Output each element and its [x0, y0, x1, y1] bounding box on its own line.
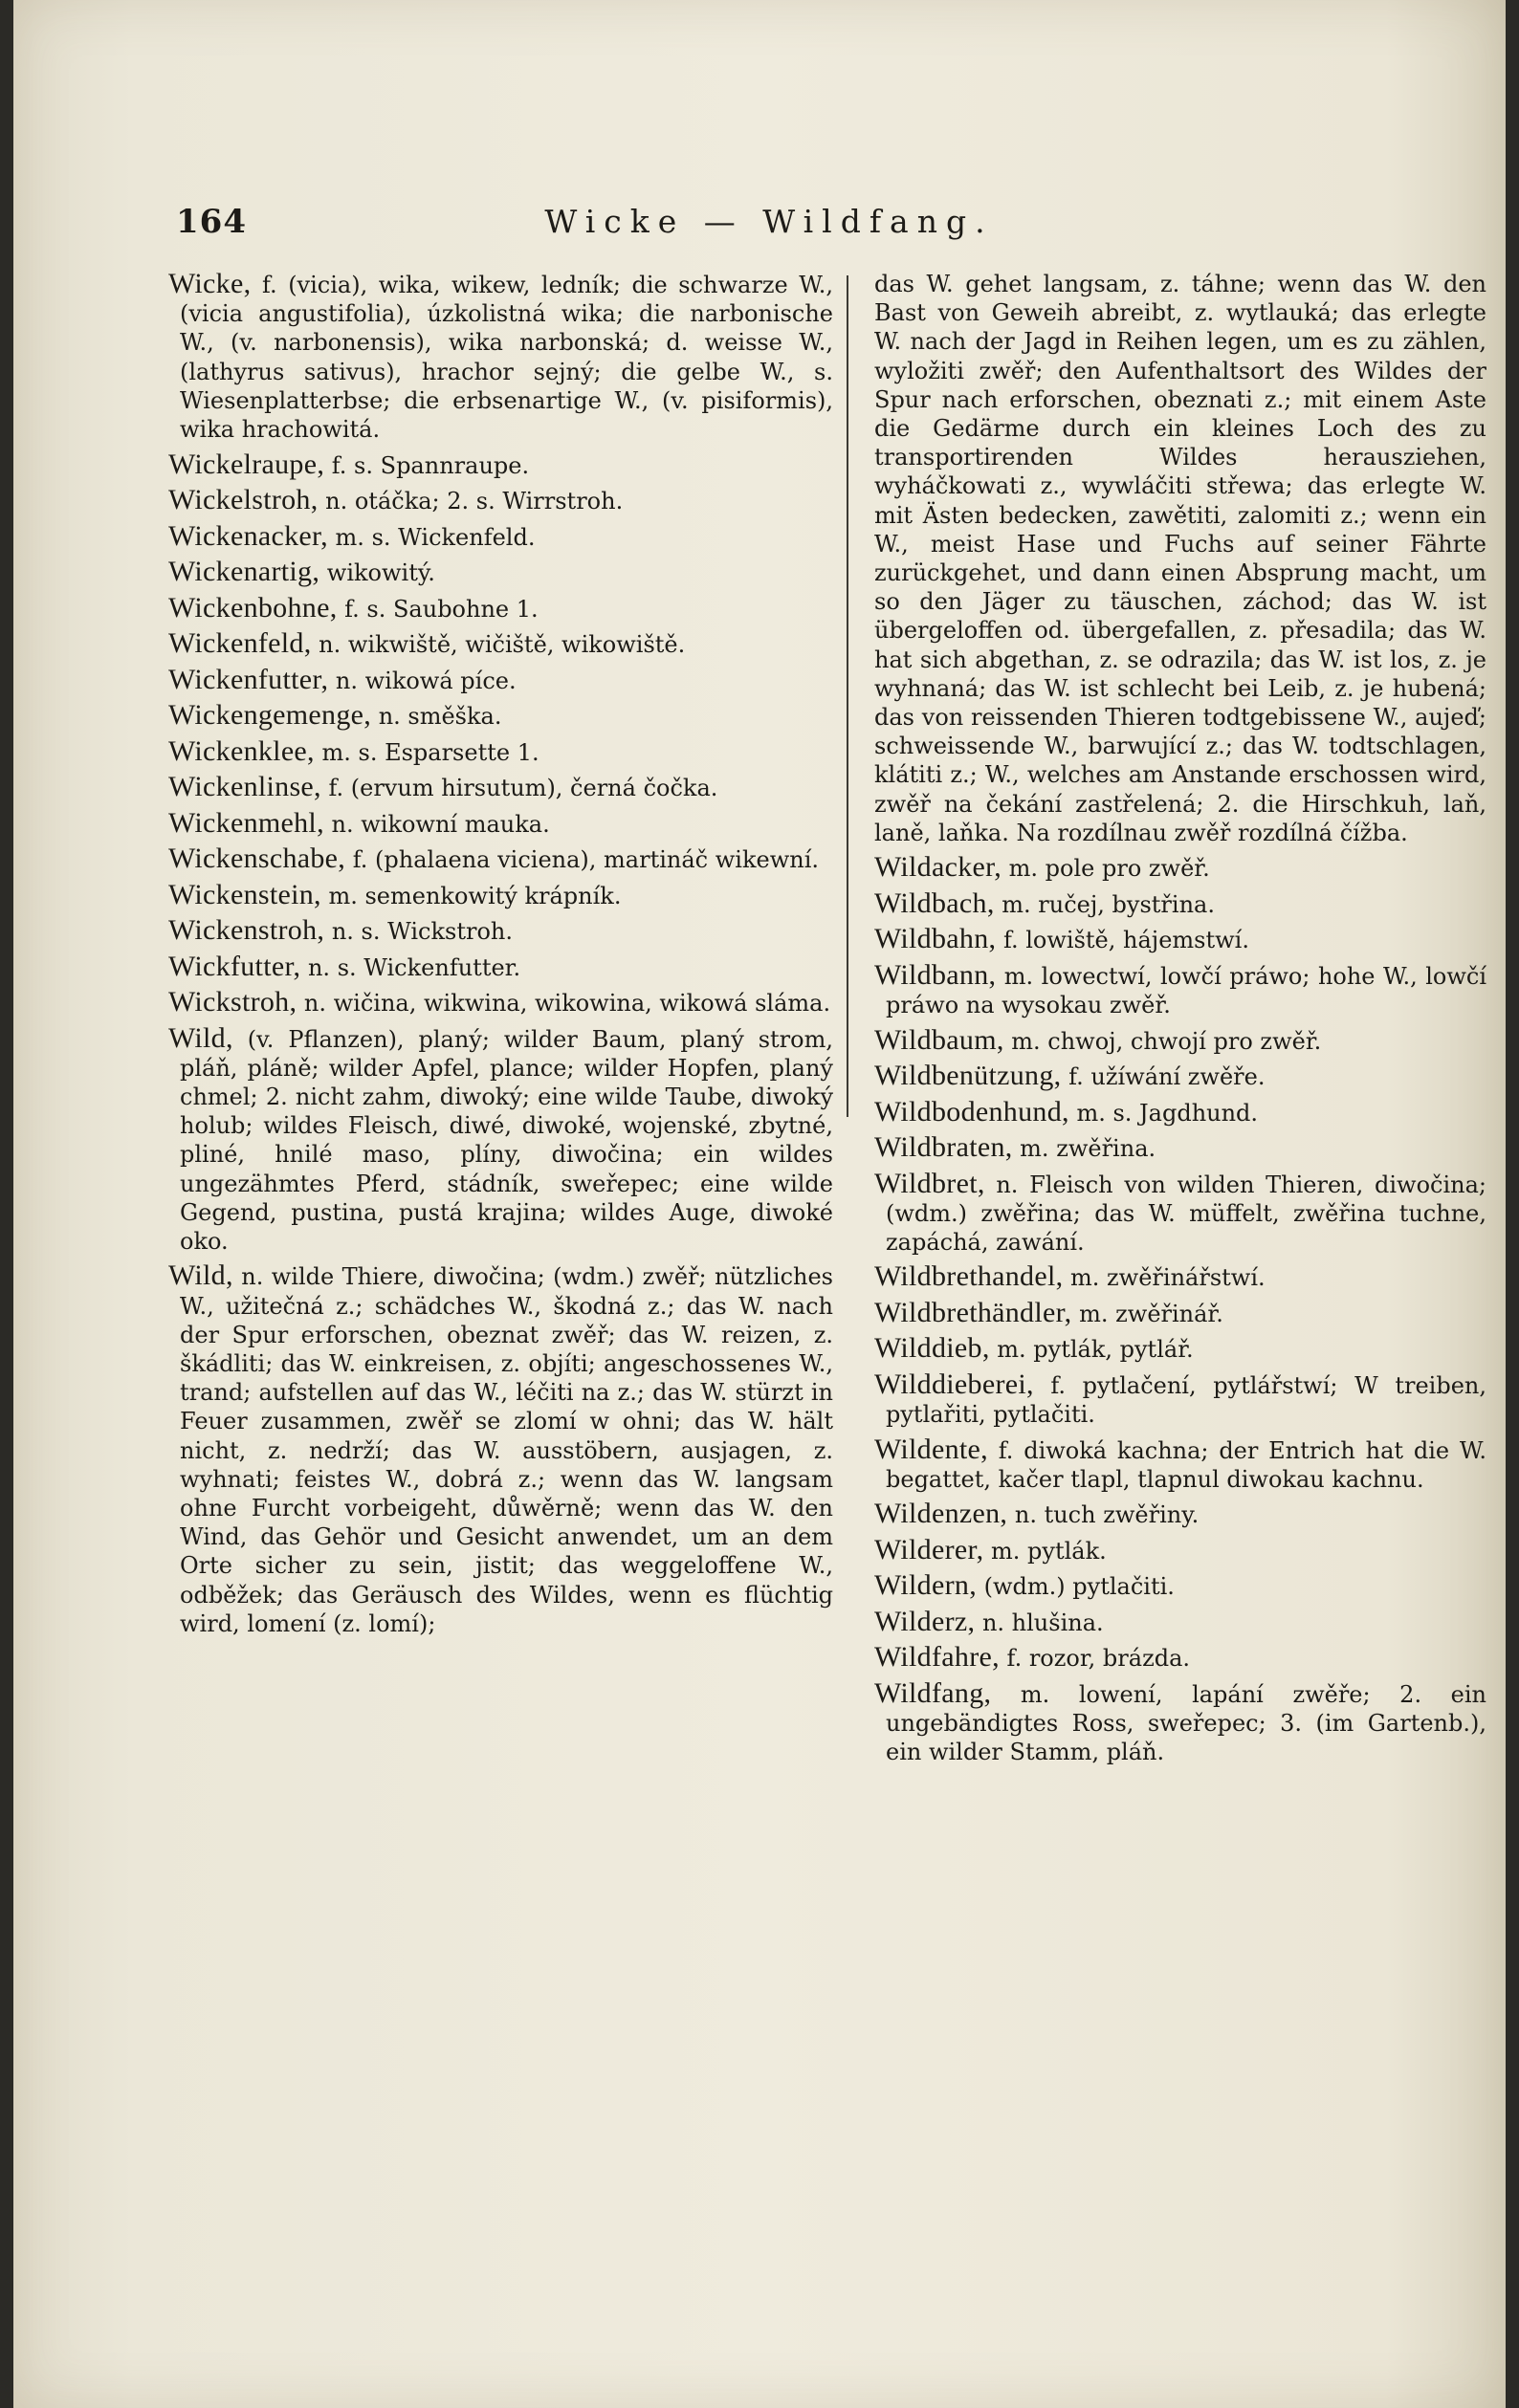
dictionary-entry — [168, 844, 833, 874]
entry-definition: f. diwoká kachna; der Entrich hat die W. begattet, kačer tlapl, tlapnul diwokau kachnu. — [886, 1436, 1486, 1493]
entry-headword: Wildbrethändler, — [874, 1296, 1072, 1328]
entry-definition: (v. Pflanzen), planý; wilder Baum, planý strom, pláň, pláně; wilder Apfel, plance; wilder Hopfen, planý chmel; 2. nicht zahm, diwoký; eine wilde Taube, diwoký holub; wildes Fleisch, diwé, diwoké, wojenské, zbytné, pliné, hnilé maso, plíny, diwočina; ein wildes ungezähmtes Pferd, stádník, sweřepec; eine wilde Gegend, pustina, pustá krajina; wildes Auge, diwoké oko. — [180, 1025, 833, 1255]
entry-definition: n. s. Wickenfutter. — [300, 953, 521, 981]
dictionary-entry — [168, 806, 833, 839]
entry-headword: Wildbenützung, — [874, 1060, 1062, 1092]
dictionary-entry — [874, 1370, 1486, 1429]
entry-definition: wikowitý. — [319, 559, 435, 587]
entry-headword: Wickenlinse, — [168, 771, 321, 803]
dictionary-entry — [874, 1095, 1486, 1127]
entry-headword: Wildbach, — [874, 887, 995, 919]
entry-headword: Wicke, — [168, 268, 252, 299]
entry-definition: n. hlušina. — [975, 1609, 1104, 1636]
entry-headword: Wildbahn, — [874, 923, 997, 955]
entry-headword: Wickelraupe, — [168, 448, 325, 480]
dictionary-entry — [168, 450, 833, 480]
entry-definition: m. pole pro zwěř. — [1002, 855, 1210, 883]
entry-headword: Wildbodenhund, — [874, 1095, 1069, 1127]
entry-headword: Wildbaum, — [874, 1023, 1004, 1056]
entry-definition: f. pytlačení, pytlářstwí; W treiben, pytlařiti, pytlačiti. — [886, 1371, 1486, 1429]
entry-definition: f. s. Spannraupe. — [324, 451, 530, 479]
dictionary-entry — [874, 1500, 1486, 1529]
entry-definition: m. s. Wickenfeld. — [327, 523, 536, 551]
entry-definition: f. užíwání zwěře. — [1061, 1063, 1266, 1091]
entry-definition: m. pytlák, pytlář. — [989, 1336, 1194, 1364]
entry-headword: Wildacker, — [874, 851, 1002, 884]
dictionary-entry — [168, 519, 833, 552]
dictionary-entry — [874, 1167, 1486, 1258]
dictionary-entry — [874, 958, 1486, 1019]
entry-definition: n. wikowní mauka. — [323, 810, 550, 838]
entry-definition: f. (ervum hirsutum), černá čočka. — [320, 775, 718, 802]
entry-headword: Wildbrethandel, — [874, 1260, 1064, 1293]
entry-definition: f. lowiště, hájemstwí. — [996, 927, 1249, 954]
entry-definition: m. s. Jagdhund. — [1068, 1099, 1259, 1127]
dictionary-entry — [168, 988, 833, 1018]
column-divider — [847, 275, 848, 1117]
running-head: Wicke — Wildfang. — [544, 203, 994, 240]
entry-definition: m. chwoj, chwojí pro zwěř. — [1003, 1027, 1322, 1055]
continued-entry: das W. gehet langsam, z. táhne; wenn das W. den Bast von Geweih abreibt, z. wytlauká; das erlegte W. nach der Jagd in Reihen legen, um es zu zählen, wyložiti zwěř; den Aufenthaltsort des Wildes der Spur nach erforschen, obeznati z.; mit einem Aste die Gedärme durch ein kleines Loch des zu transportirenden Wildes herausziehen, wyháčkowati z., wywláčiti střewa; das erlegte W. mit Ästen bedecken, zawětiti, zalomiti z.; wenn ein W., meist Hase und Fuchs auf seiner Fährte zurückgehet, und dann einen Absprung macht, um so den Jäger zu täuschen, záchod; das W. ist übergeloffen od. übergefallen, z. přesadila; das W. hat sich abgethan, z. se odrazila; das W. ist los, z. je wyhnaná; das W. ist schlecht bei Leib, z. je hubená; das von reissenden Thieren todtgebissene W., aujeď; schweissende W., barwující z.; das W. todtschlagen, klátiti z.; W., welches am Anstande erschossen wird, zwěř na čekání zastřelená; 2. die Hirschkuh, laň, laně, laňka. Na rozdílnau zwěř rozdílná čížba. — [874, 271, 1486, 846]
dictionary-entry — [168, 663, 833, 695]
entry-definition: n. s. Wickstroh. — [324, 918, 513, 946]
entry-definition: m. lowení, lapání zwěře; 2. ein ungebändigtes Ross, sweřepec; 3. (im Gartenb.), ein wilder Stamm, pláň. — [886, 1680, 1486, 1766]
dictionary-entry — [874, 1605, 1486, 1637]
entry-definition: m. lowectwí, lowčí práwo; hohe W., lowčí práwo na wysokau zwěř. — [886, 962, 1486, 1019]
entry-definition: f. (phalaena viciena), martináč wikewní. — [345, 846, 820, 874]
entry-definition: m. zwěřinář. — [1071, 1300, 1223, 1327]
entry-headword: Wickenartig, — [168, 556, 320, 588]
entry-definition: n. wikwiště, wičiště, wikowiště. — [311, 631, 686, 659]
dictionary-entry — [874, 1023, 1486, 1056]
page-number: 164 — [176, 203, 247, 241]
dictionary-entry — [168, 591, 833, 624]
dictionary-entry — [168, 486, 833, 515]
entry-definition: n. otáčka; 2. s. Wirrstroh. — [318, 488, 624, 515]
entry-definition: f. rozor, brázda. — [999, 1645, 1191, 1673]
entry-headword: Wickfutter, — [168, 950, 301, 982]
dictionary-page — [13, 0, 1506, 2408]
entry-definition: n. směška. — [371, 703, 502, 731]
entry-definition: n. wikowá píce. — [328, 667, 517, 694]
dictionary-entry — [874, 1133, 1486, 1163]
dictionary-entry — [168, 1021, 833, 1257]
entry-definition: m. zwěřina. — [1012, 1135, 1156, 1163]
dictionary-entry — [168, 734, 833, 767]
entry-definition: n. Fleisch von wilden Thieren, diwočina; (wdm.) zwěřina; das W. müffelt, zwěřina tuchne, zapáchá, zawání. — [886, 1171, 1486, 1256]
entry-headword: Wickenacker, — [168, 519, 328, 552]
entry-headword: Wickenschabe, — [168, 843, 346, 875]
entry-definition: m. s. Esparsette 1. — [314, 738, 539, 766]
entry-headword: Wildern, — [874, 1569, 977, 1602]
entry-headword: Wildfahre, — [874, 1641, 1000, 1674]
entry-headword: Wilderz, — [874, 1605, 976, 1637]
entry-definition: n. wičina, wikwina, wikowina, wikowá sláma. — [297, 990, 831, 1018]
entry-definition: (wdm.) pytlačiti. — [977, 1573, 1175, 1601]
dictionary-entry — [874, 853, 1486, 883]
dictionary-entry — [168, 270, 833, 444]
dictionary-entry — [874, 1571, 1486, 1601]
entry-headword: Wildfang, — [874, 1676, 992, 1709]
entry-definition: f. (vicia), wika, wikew, ledník; die schwarze W., (vicia angustifolia), úzkolistná wika; die narbonische W., (v. narbonensis), wika narbonská; d. weisse W., (lathyrus sativus), hrachor sejný; die gelbe W., s. Wiesenplatterbse; die erbsenartige W., (v. pisiformis), wika hrachowitá. — [180, 272, 833, 444]
entry-headword: Wickengemenge, — [168, 699, 372, 732]
dictionary-entry — [874, 1296, 1486, 1328]
entry-headword: Wickenklee, — [168, 734, 315, 767]
page-header — [157, 203, 1381, 251]
entry-headword: Wickenstein, — [168, 878, 321, 910]
entry-definition: m. ručej, bystřina. — [994, 890, 1215, 918]
dictionary-entry — [168, 1261, 833, 1638]
entry-headword: Wickenfutter, — [168, 663, 329, 695]
dictionary-entry — [874, 1334, 1486, 1364]
dictionary-entry — [168, 701, 833, 731]
dictionary-entry — [168, 916, 833, 946]
entry-headword: Wild, — [168, 1021, 233, 1054]
entry-definition: n. wilde Thiere, diwočina; (wdm.) zwěř; nützliches W., užitečná z.; schädches W., škodná z.; das W. nach der Spur erforschen, obeznat zwěř; das W. reizen, z. škádliti; das W. einkreisen, z. objíti; angeschossenes W., trand; aufstellen auf das W., léčiti na z.; das W. stürzt in Feuer zusammen, zwěř se zlomí w ohni; das W. hält nicht, z. nedrží; das W. ausstöbern, ausjagen, z. wyhnati; feistes W., dobrá z.; wenn das W. langsam ohne Furcht vorbeigeht, důwěrně; wenn das W. den Wind, das Gehör und Gesicht anwendet, um an dem Orte sicher zu sein, jistit; das weggeloffene W., odběžek; das Geräusch des Wildes, wenn es flüchtig wird, lomení (z. lomí); — [180, 1263, 833, 1637]
entry-headword: Wickenbohne, — [168, 591, 338, 624]
dictionary-entry — [168, 629, 833, 659]
entry-definition: m. zwěřinářstwí. — [1063, 1264, 1266, 1292]
dictionary-entry — [874, 1533, 1486, 1565]
entry-headword: Wilddieb, — [874, 1332, 990, 1365]
dictionary-entry — [874, 1435, 1486, 1494]
entry-definition: m. pytlák. — [983, 1537, 1107, 1565]
entry-definition: n. tuch zwěřiny. — [1007, 1501, 1200, 1529]
dictionary-entry — [168, 878, 833, 910]
entry-headword: Wildbann, — [874, 958, 997, 991]
entry-headword: Wildbraten, — [874, 1131, 1013, 1164]
entry-headword: Wilderer, — [874, 1533, 984, 1565]
entry-definition: m. semenkowitý krápník. — [320, 882, 622, 909]
dictionary-entry — [874, 1643, 1486, 1673]
entry-headword: Wilddieberei, — [874, 1368, 1034, 1400]
dictionary-entry — [874, 1676, 1486, 1767]
dictionary-entry — [874, 1262, 1486, 1292]
entry-headword: Wickenfeld, — [168, 627, 312, 660]
dictionary-entry — [168, 558, 833, 587]
entry-headword: Wickstroh, — [168, 986, 297, 1018]
entry-headword: Wild, — [168, 1259, 233, 1292]
dictionary-entry — [874, 925, 1486, 954]
entry-headword: Wildenzen, — [874, 1498, 1008, 1530]
entry-headword: Wildente, — [874, 1433, 988, 1465]
dictionary-entry — [168, 952, 833, 982]
entry-headword: Wickenmehl, — [168, 806, 324, 839]
dictionary-entry — [168, 773, 833, 802]
dictionary-entry — [874, 1062, 1486, 1091]
dictionary-entry — [874, 889, 1486, 919]
entry-definition: f. s. Saubohne 1. — [337, 595, 539, 623]
right-column — [874, 270, 1486, 1773]
entry-headword: Wickenstroh, — [168, 914, 325, 947]
entry-headword: Wildbret, — [874, 1167, 985, 1199]
entry-headword: Wickelstroh, — [168, 484, 319, 516]
left-column — [168, 270, 833, 1644]
